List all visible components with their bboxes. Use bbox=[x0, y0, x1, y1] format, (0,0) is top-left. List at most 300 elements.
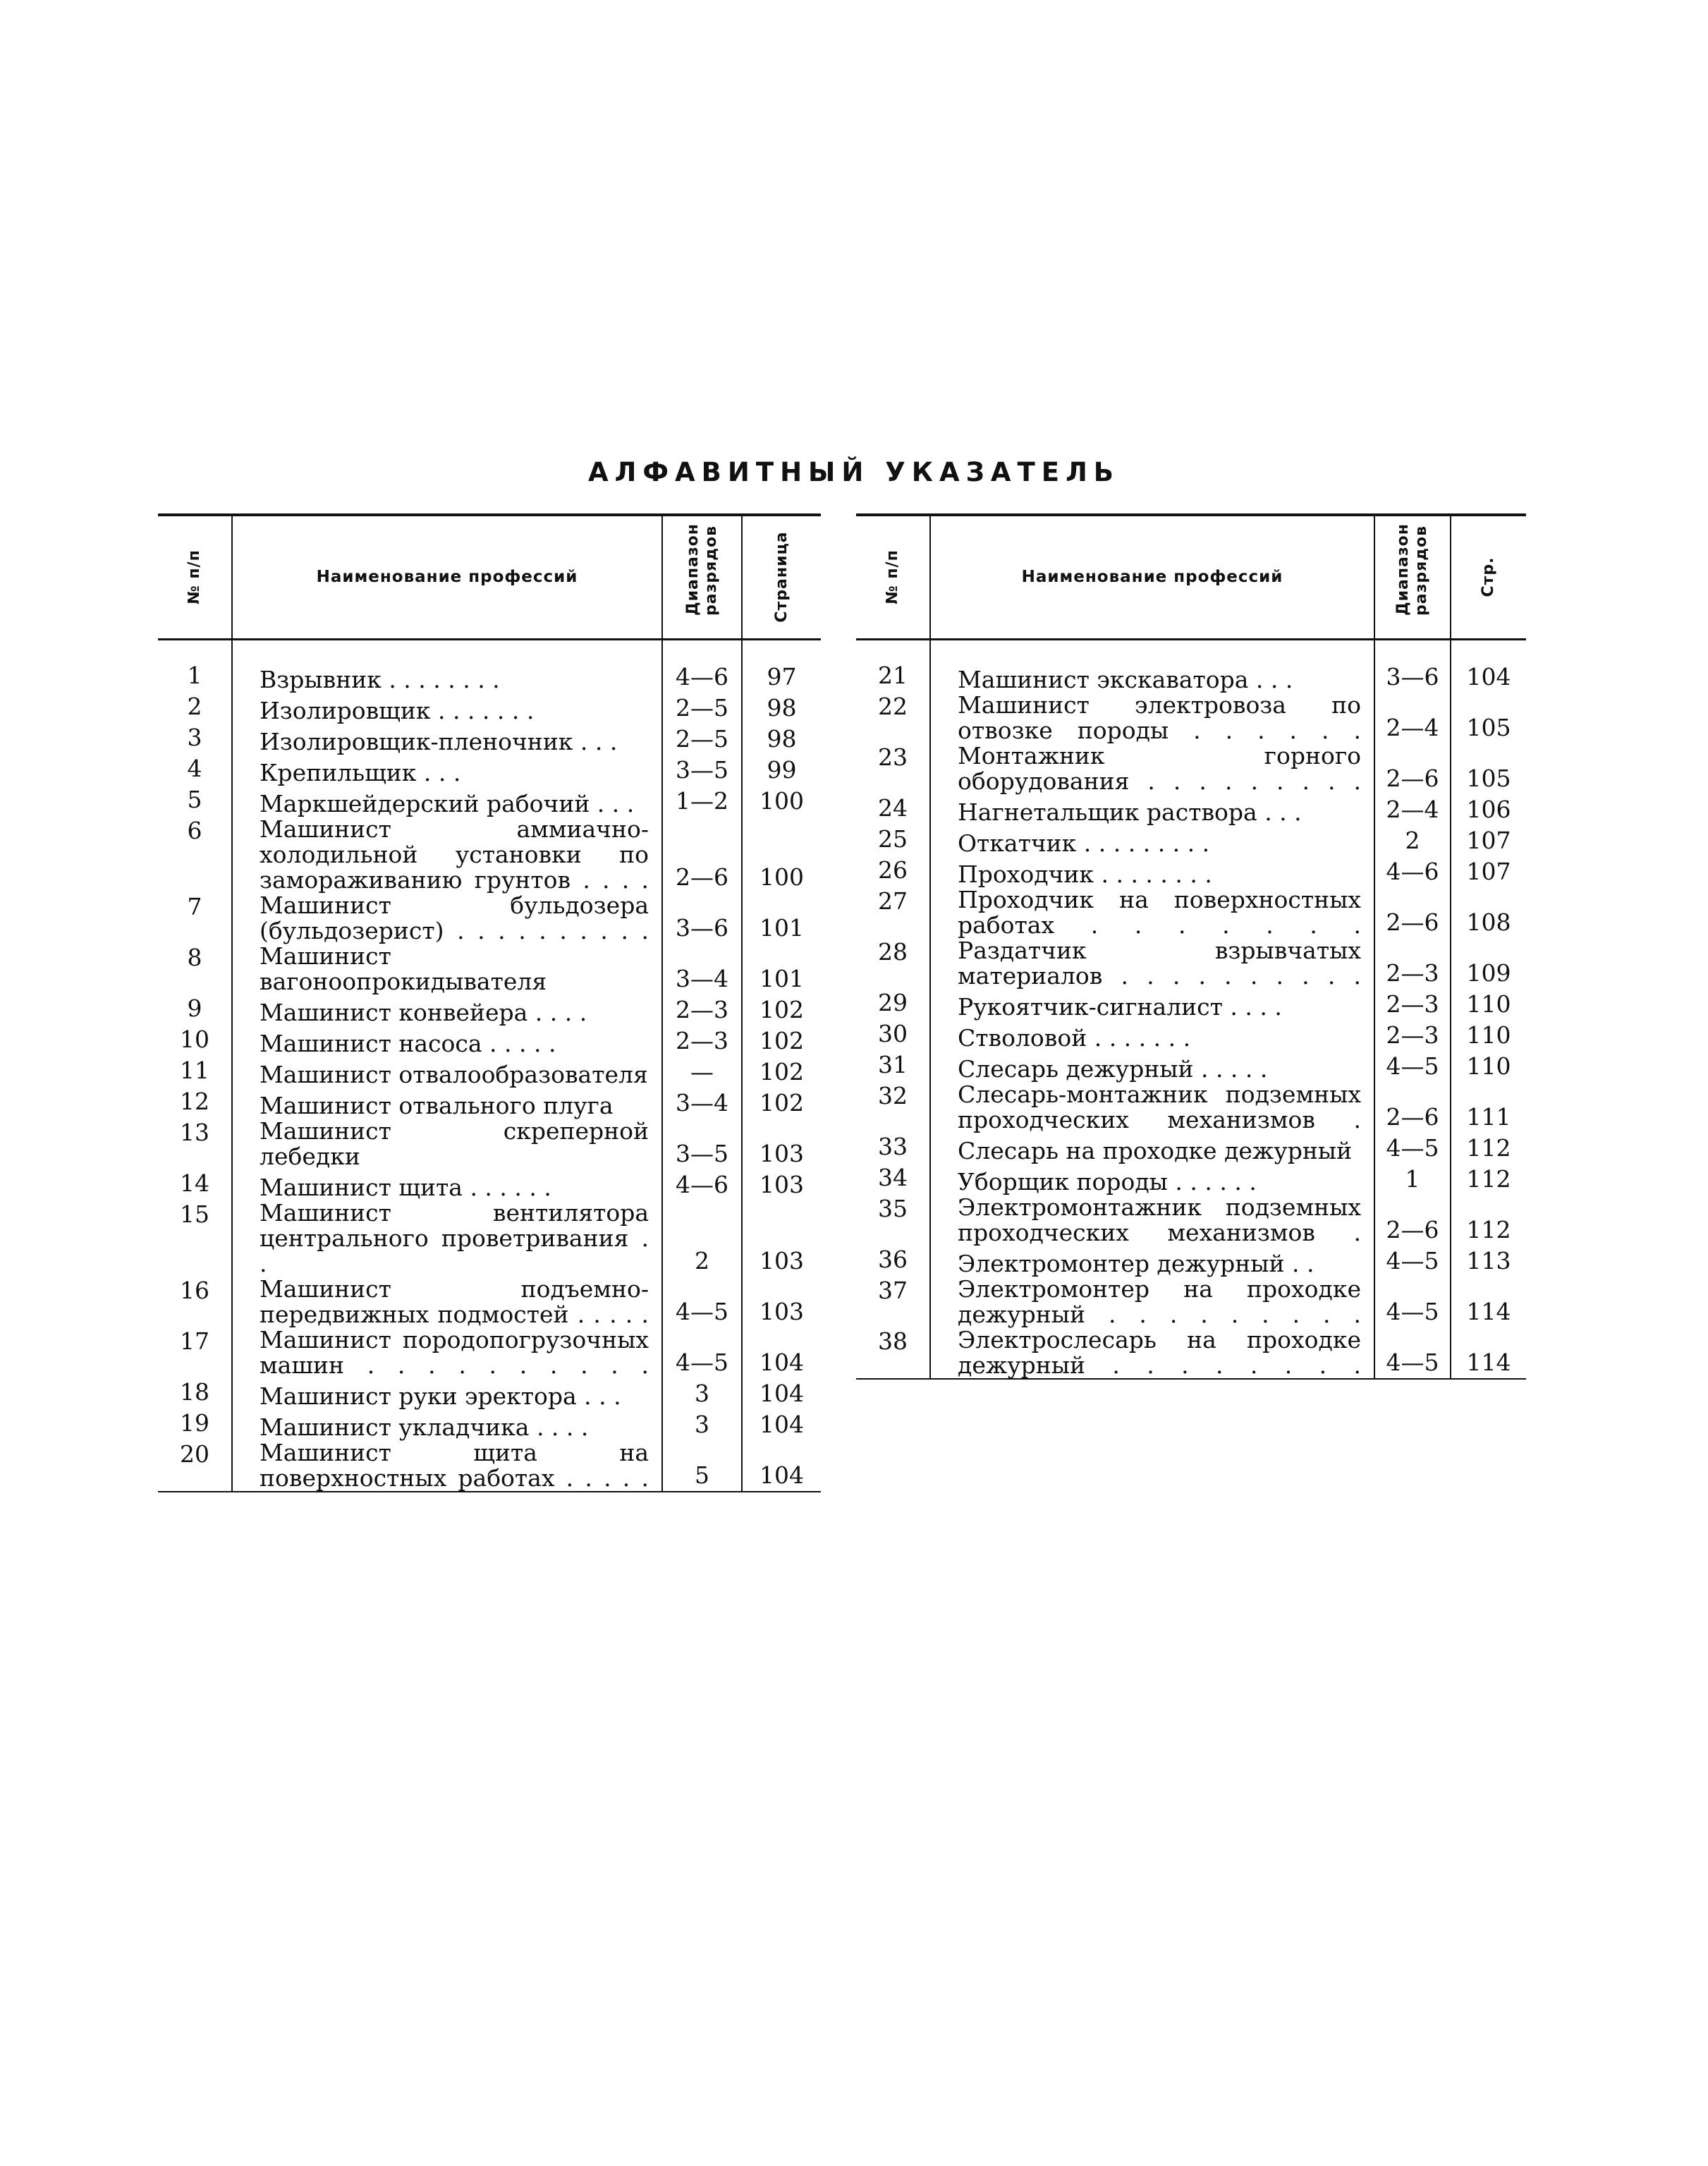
profession-name-cell bbox=[930, 825, 1374, 856]
page-number: 112 bbox=[1466, 1215, 1511, 1243]
table-row bbox=[158, 1409, 821, 1440]
profession-name-cell bbox=[930, 1274, 1374, 1328]
page-number: 100 bbox=[760, 786, 804, 815]
page-number-cell bbox=[1451, 794, 1526, 825]
row-number-cell bbox=[158, 1200, 232, 1277]
page-number: 101 bbox=[760, 913, 804, 942]
page-title: АЛФАВИТНЫЙ УКАЗАТЕЛЬ bbox=[587, 457, 1121, 487]
row-number: 9 bbox=[187, 994, 202, 1022]
row-number-cell bbox=[856, 856, 930, 887]
grade-range-cell bbox=[1374, 662, 1451, 693]
table-row bbox=[856, 1327, 1526, 1379]
grade-range: 4—5 bbox=[1386, 1052, 1439, 1080]
page-number-cell bbox=[1451, 938, 1526, 989]
profession-name-cell bbox=[930, 1133, 1374, 1164]
table-row bbox=[856, 794, 1526, 825]
profession-name: Монтажник горного оборудования . . . . . . . . . bbox=[958, 741, 1361, 795]
grade-range: 3—6 bbox=[1386, 662, 1439, 690]
profession-name: Электромонтер на проходке дежурный . . . . . . . . . bbox=[958, 1274, 1361, 1328]
spacer-cell bbox=[742, 639, 821, 662]
profession-name-cell bbox=[232, 893, 662, 944]
profession-name-cell bbox=[232, 1378, 662, 1409]
profession-name-cell bbox=[232, 1026, 662, 1057]
grade-range: 4—5 bbox=[676, 1297, 728, 1325]
profession-name: Машинист отвалообразователя bbox=[260, 1060, 648, 1088]
row-number: 6 bbox=[187, 816, 202, 844]
table-row bbox=[158, 1327, 821, 1378]
row-number: 24 bbox=[878, 793, 908, 822]
page-number-cell bbox=[1451, 1133, 1526, 1164]
profession-name: Машинист вентилятора центрального проветривания . . bbox=[260, 1198, 649, 1277]
profession-name: Крепильщик . . . bbox=[260, 758, 461, 786]
row-number-cell bbox=[158, 662, 232, 693]
row-number: 1 bbox=[187, 661, 202, 689]
col-header-page bbox=[742, 515, 821, 639]
grade-range: 2—6 bbox=[1386, 764, 1439, 792]
row-number-cell bbox=[158, 1088, 232, 1119]
profession-name-cell bbox=[930, 1051, 1374, 1082]
profession-name-cell bbox=[930, 989, 1374, 1020]
profession-name-cell bbox=[930, 1195, 1374, 1246]
table-row bbox=[158, 1057, 821, 1088]
page-number-cell bbox=[742, 1440, 821, 1492]
grade-range-cell bbox=[1374, 887, 1451, 938]
page-number-cell bbox=[1451, 887, 1526, 938]
grade-range: 5 bbox=[695, 1461, 709, 1489]
grade-range: 2—6 bbox=[1386, 1215, 1439, 1243]
row-number-cell bbox=[158, 1169, 232, 1200]
spacer-row bbox=[856, 639, 1526, 662]
right-table-body bbox=[856, 639, 1526, 1379]
profession-name: Машинист щита . . . . . . bbox=[260, 1173, 551, 1201]
grade-range-cell bbox=[1374, 1164, 1451, 1195]
profession-name: Проходчик на поверхностных работах . . . . . . . bbox=[958, 885, 1361, 939]
grade-range: 3 bbox=[695, 1410, 709, 1438]
row-number: 36 bbox=[878, 1245, 908, 1273]
grade-range-cell bbox=[662, 944, 742, 994]
profession-name-cell bbox=[232, 944, 662, 994]
page-number: 102 bbox=[760, 1088, 804, 1117]
table-header-row bbox=[158, 515, 821, 639]
profession-name-cell bbox=[930, 1020, 1374, 1051]
grade-range-cell bbox=[1374, 743, 1451, 794]
col-header-range bbox=[662, 515, 742, 639]
grade-range-cell bbox=[662, 786, 742, 817]
profession-name: Электромонтер дежурный . . bbox=[958, 1249, 1314, 1277]
grade-range-cell bbox=[662, 1057, 742, 1088]
page-number-cell bbox=[742, 693, 821, 724]
page-number: 97 bbox=[767, 662, 797, 690]
row-number: 11 bbox=[180, 1056, 209, 1084]
row-number: 18 bbox=[180, 1377, 209, 1406]
page-number-cell bbox=[1451, 1082, 1526, 1133]
row-number: 14 bbox=[180, 1169, 209, 1197]
page-number-cell bbox=[1451, 989, 1526, 1020]
grade-range: 3—5 bbox=[676, 755, 728, 784]
row-number: 12 bbox=[180, 1087, 209, 1115]
page-number-cell bbox=[742, 1057, 821, 1088]
row-number-cell bbox=[158, 817, 232, 893]
page-number: 105 bbox=[1466, 764, 1511, 792]
row-number: 37 bbox=[878, 1276, 908, 1304]
row-number-cell bbox=[158, 1327, 232, 1378]
grade-range-cell bbox=[662, 1200, 742, 1277]
profession-name: Слесарь на проходке дежурный bbox=[958, 1136, 1353, 1164]
page-number: 107 bbox=[1466, 826, 1511, 854]
table-row bbox=[856, 1051, 1526, 1082]
grade-range-cell bbox=[1374, 693, 1451, 743]
profession-name: Электромонтажник подземных проходческих механизмов . bbox=[958, 1193, 1361, 1246]
grade-range: 2—5 bbox=[676, 724, 728, 753]
col-header-page-label: Стр. bbox=[1480, 556, 1497, 597]
table-row bbox=[158, 1169, 821, 1200]
row-number: 26 bbox=[878, 856, 908, 884]
table-row bbox=[856, 1246, 1526, 1277]
grade-range-cell bbox=[662, 1378, 742, 1409]
profession-name: Изолировщик . . . . . . . bbox=[260, 696, 535, 724]
row-number-cell bbox=[158, 994, 232, 1026]
row-number: 4 bbox=[187, 754, 202, 782]
grade-range: 3—4 bbox=[676, 964, 728, 992]
grade-range: 2 bbox=[1405, 826, 1420, 854]
page-number-cell bbox=[742, 662, 821, 693]
profession-name: Нагнетальщик раствора . . . bbox=[958, 798, 1302, 826]
page-number: 105 bbox=[1466, 713, 1511, 741]
page-number-cell bbox=[742, 893, 821, 944]
page-number: 111 bbox=[1466, 1102, 1511, 1131]
row-number: 29 bbox=[878, 988, 908, 1016]
spacer-cell bbox=[232, 639, 662, 662]
profession-name-cell bbox=[232, 1440, 662, 1492]
profession-name: Машинист бульдозера (бульдозерист) . . . . . . . . . . bbox=[260, 891, 649, 944]
row-number-cell bbox=[856, 989, 930, 1020]
col-header-range-label: Диапазон разрядов bbox=[1394, 523, 1430, 616]
page-number-cell bbox=[742, 1026, 821, 1057]
page-number-cell bbox=[1451, 743, 1526, 794]
page-number: 107 bbox=[1466, 857, 1511, 885]
page-number: 104 bbox=[760, 1379, 804, 1407]
profession-name: Машинист укладчика . . . . bbox=[260, 1413, 589, 1441]
grade-range: 3—4 bbox=[676, 1088, 728, 1117]
row-number-cell bbox=[856, 1246, 930, 1277]
profession-name: Машинист электровоза по отвозке породы . . . . . . bbox=[958, 690, 1361, 744]
grade-range: 2—4 bbox=[1386, 713, 1439, 741]
row-number: 21 bbox=[878, 661, 908, 689]
row-number-cell bbox=[158, 786, 232, 817]
grade-range-cell bbox=[1374, 1020, 1451, 1051]
profession-name: Откатчик . . . . . . . . . bbox=[958, 829, 1210, 857]
page-number: 110 bbox=[1466, 1052, 1511, 1080]
table-row bbox=[856, 743, 1526, 794]
row-number: 2 bbox=[187, 692, 202, 720]
row-number: 10 bbox=[180, 1025, 209, 1053]
grade-range: 3 bbox=[695, 1379, 709, 1407]
col-header-page-label: Страница bbox=[772, 531, 791, 623]
profession-name: Машинист вагоноопрокидывателя bbox=[260, 942, 547, 995]
row-number: 22 bbox=[878, 692, 908, 720]
page-number: 102 bbox=[760, 1026, 804, 1054]
table-row bbox=[158, 1277, 821, 1327]
table-row bbox=[158, 1026, 821, 1057]
col-header-name-label: Наименование профессий bbox=[1021, 568, 1283, 587]
page-number-cell bbox=[1451, 1277, 1526, 1327]
grade-range-cell bbox=[1374, 1133, 1451, 1164]
grade-range: 3—6 bbox=[676, 913, 728, 942]
page-number-cell bbox=[1451, 1327, 1526, 1379]
table-row bbox=[158, 786, 821, 817]
row-number: 28 bbox=[878, 937, 908, 966]
page-number-cell bbox=[742, 1088, 821, 1119]
row-number: 7 bbox=[187, 892, 202, 920]
table-row bbox=[856, 887, 1526, 938]
page-number-cell bbox=[742, 755, 821, 786]
table-row bbox=[856, 825, 1526, 856]
row-number-cell bbox=[856, 1195, 930, 1246]
col-header-name bbox=[930, 515, 1374, 639]
row-number: 15 bbox=[180, 1200, 209, 1228]
row-number-cell bbox=[158, 1057, 232, 1088]
grade-range: — bbox=[690, 1057, 714, 1085]
col-header-range bbox=[1374, 515, 1451, 639]
row-number: 34 bbox=[878, 1163, 908, 1191]
grade-range-cell bbox=[662, 1088, 742, 1119]
profession-name: Машинист конвейера . . . . bbox=[260, 998, 587, 1026]
row-number-cell bbox=[158, 944, 232, 994]
page-number-cell bbox=[742, 1200, 821, 1277]
profession-name-cell bbox=[930, 690, 1374, 744]
page-number: 102 bbox=[760, 1057, 804, 1085]
grade-range-cell bbox=[662, 1327, 742, 1378]
profession-name: Проходчик . . . . . . . . bbox=[958, 860, 1212, 888]
grade-range: 4—5 bbox=[1386, 1246, 1439, 1274]
row-number: 25 bbox=[878, 825, 908, 853]
grade-range: 2—6 bbox=[676, 863, 728, 891]
grade-range-cell bbox=[1374, 938, 1451, 989]
page-number-cell bbox=[1451, 693, 1526, 743]
grade-range-cell bbox=[1374, 856, 1451, 887]
page-number: 110 bbox=[1466, 990, 1511, 1018]
table-row bbox=[856, 989, 1526, 1020]
page-number: 112 bbox=[1466, 1133, 1511, 1162]
col-header-num-label: № п/п bbox=[884, 549, 901, 605]
profession-name-cell bbox=[930, 1327, 1374, 1379]
row-number: 19 bbox=[180, 1408, 209, 1437]
page-number: 103 bbox=[760, 1170, 804, 1198]
row-number: 38 bbox=[878, 1327, 908, 1355]
left-index-table bbox=[158, 513, 821, 1492]
page-number-cell bbox=[1451, 856, 1526, 887]
page-number: 114 bbox=[1466, 1348, 1511, 1376]
table-row bbox=[158, 817, 821, 893]
col-header-range-label: Диапазон разрядов bbox=[683, 523, 720, 616]
col-header-name-label: Наименование профессий bbox=[316, 568, 578, 587]
profession-name-cell bbox=[232, 994, 662, 1026]
row-number-cell bbox=[158, 1026, 232, 1057]
grade-range-cell bbox=[662, 1119, 742, 1169]
col-header-num bbox=[856, 515, 930, 639]
page-number: 102 bbox=[760, 995, 804, 1023]
spacer-cell bbox=[1451, 639, 1526, 662]
grade-range-cell bbox=[1374, 1051, 1451, 1082]
page-number-cell bbox=[742, 724, 821, 755]
table-row bbox=[158, 1440, 821, 1492]
page-number: 103 bbox=[760, 1246, 804, 1274]
row-number-cell bbox=[856, 1133, 930, 1164]
page-number: 104 bbox=[1466, 662, 1511, 690]
row-number-cell bbox=[158, 755, 232, 786]
profession-name-cell bbox=[930, 938, 1374, 989]
table-row bbox=[158, 693, 821, 724]
table-row bbox=[856, 938, 1526, 989]
grade-range-cell bbox=[1374, 794, 1451, 825]
grade-range-cell bbox=[1374, 1195, 1451, 1246]
profession-name: Машинист щита на поверхностных работах . . . . . bbox=[260, 1438, 649, 1492]
grade-range: 4—5 bbox=[1386, 1133, 1439, 1162]
grade-range: 4—5 bbox=[1386, 1348, 1439, 1376]
spacer-cell bbox=[930, 639, 1374, 662]
page-number-cell bbox=[1451, 1020, 1526, 1051]
table-row bbox=[158, 1119, 821, 1169]
table-row bbox=[856, 1195, 1526, 1246]
profession-name-cell bbox=[232, 1057, 662, 1088]
row-number-cell bbox=[856, 693, 930, 743]
page-number: 110 bbox=[1466, 1021, 1511, 1049]
profession-name: Слесарь-монтажник подземных проходческих механизмов . bbox=[958, 1080, 1361, 1133]
row-number-cell bbox=[158, 724, 232, 755]
grade-range: 4—6 bbox=[676, 662, 728, 690]
profession-name: Слесарь дежурный . . . . . bbox=[958, 1054, 1268, 1083]
row-number: 31 bbox=[878, 1050, 908, 1078]
grade-range: 4—5 bbox=[676, 1348, 728, 1376]
page-number: 103 bbox=[760, 1297, 804, 1325]
table-row bbox=[158, 994, 821, 1026]
row-number-cell bbox=[856, 1327, 930, 1379]
table-row bbox=[158, 1200, 821, 1277]
profession-name-cell bbox=[232, 1274, 662, 1328]
table-row bbox=[856, 662, 1526, 693]
row-number: 13 bbox=[180, 1118, 209, 1146]
profession-name: Машинист отвального плуга bbox=[260, 1091, 614, 1119]
profession-name-cell bbox=[232, 1327, 662, 1378]
page-number-cell bbox=[742, 1409, 821, 1440]
profession-name-cell bbox=[232, 1119, 662, 1169]
page-number: 103 bbox=[760, 1139, 804, 1167]
page-number: 113 bbox=[1466, 1246, 1511, 1274]
page-number-cell bbox=[742, 994, 821, 1026]
spacer-cell bbox=[662, 639, 742, 662]
table-row bbox=[158, 1378, 821, 1409]
col-header-page bbox=[1451, 515, 1526, 639]
page-number: 114 bbox=[1466, 1297, 1511, 1325]
row-number-cell bbox=[856, 887, 930, 938]
page-number-cell bbox=[1451, 662, 1526, 693]
profession-name-cell bbox=[930, 887, 1374, 938]
grade-range: 2—6 bbox=[1386, 908, 1439, 936]
row-number: 5 bbox=[187, 785, 202, 813]
page-number: 109 bbox=[1466, 959, 1511, 987]
profession-name-cell bbox=[232, 1409, 662, 1440]
profession-name: Уборщик породы . . . . . . bbox=[958, 1167, 1257, 1195]
grade-range-cell bbox=[662, 693, 742, 724]
profession-name: Стволовой . . . . . . . bbox=[958, 1023, 1191, 1052]
grade-range-cell bbox=[662, 1440, 742, 1492]
grade-range: 2—6 bbox=[1386, 1102, 1439, 1131]
page-number: 104 bbox=[760, 1348, 804, 1376]
profession-name-cell bbox=[930, 1164, 1374, 1195]
row-number-cell bbox=[158, 1409, 232, 1440]
grade-range: 2—4 bbox=[1386, 795, 1439, 823]
table-row bbox=[158, 1088, 821, 1119]
row-number: 23 bbox=[878, 743, 908, 771]
row-number: 33 bbox=[878, 1132, 908, 1160]
row-number-cell bbox=[856, 1020, 930, 1051]
profession-name: Машинист аммиачно-холодильной установки по замораживанию грунтов . . . . bbox=[260, 815, 649, 894]
profession-name-cell bbox=[930, 1246, 1374, 1277]
profession-name: Раздатчик взрывчатых материалов . . . . . . . . . . bbox=[958, 936, 1361, 990]
table-row bbox=[856, 1082, 1526, 1133]
grade-range: 2—3 bbox=[1386, 990, 1439, 1018]
grade-range-cell bbox=[1374, 1082, 1451, 1133]
profession-name-cell bbox=[232, 786, 662, 817]
table-row bbox=[856, 693, 1526, 743]
row-number: 27 bbox=[878, 887, 908, 915]
row-number-cell bbox=[856, 1082, 930, 1133]
page-number-cell bbox=[1451, 1246, 1526, 1277]
page-number-cell bbox=[1451, 1195, 1526, 1246]
table-row bbox=[158, 662, 821, 693]
table-row bbox=[856, 1020, 1526, 1051]
page-number: 106 bbox=[1466, 795, 1511, 823]
table-row bbox=[856, 1133, 1526, 1164]
row-number-cell bbox=[856, 825, 930, 856]
grade-range-cell bbox=[1374, 825, 1451, 856]
row-number-cell bbox=[856, 1051, 930, 1082]
page-number-cell bbox=[1451, 1164, 1526, 1195]
profession-name: Электрослесарь на проходке дежурный . . . . . . . . bbox=[958, 1325, 1361, 1379]
table-row bbox=[158, 944, 821, 994]
row-number-cell bbox=[158, 1277, 232, 1327]
profession-name-cell bbox=[232, 1169, 662, 1200]
profession-name-cell bbox=[232, 724, 662, 755]
table-row bbox=[856, 1277, 1526, 1327]
profession-name: Изолировщик-пленочник . . . bbox=[260, 727, 618, 755]
col-header-name bbox=[232, 515, 662, 639]
profession-name: Рукоятчик-сигналист . . . . bbox=[958, 992, 1282, 1021]
grade-range: 2—5 bbox=[676, 693, 728, 722]
row-number-cell bbox=[158, 893, 232, 944]
profession-name: Машинист экскаватора . . . bbox=[958, 665, 1293, 693]
grade-range-cell bbox=[1374, 1246, 1451, 1277]
row-number: 35 bbox=[878, 1194, 908, 1222]
profession-name-cell bbox=[930, 794, 1374, 825]
spacer-cell bbox=[158, 639, 232, 662]
table-row bbox=[856, 856, 1526, 887]
grade-range: 1 bbox=[1405, 1164, 1420, 1193]
profession-name-cell bbox=[232, 1200, 662, 1277]
grade-range-cell bbox=[662, 1277, 742, 1327]
profession-name: Машинист насоса . . . . . bbox=[260, 1029, 556, 1057]
profession-name-cell bbox=[232, 817, 662, 893]
row-number: 16 bbox=[180, 1276, 209, 1304]
row-number-cell bbox=[856, 1277, 930, 1327]
page-number: 99 bbox=[767, 755, 797, 784]
profession-name-cell bbox=[232, 662, 662, 693]
grade-range-cell bbox=[1374, 1327, 1451, 1379]
grade-range: 1—2 bbox=[676, 786, 728, 815]
profession-name: Взрывник . . . . . . . . bbox=[260, 665, 500, 693]
grade-range-cell bbox=[662, 817, 742, 893]
grade-range-cell bbox=[662, 755, 742, 786]
